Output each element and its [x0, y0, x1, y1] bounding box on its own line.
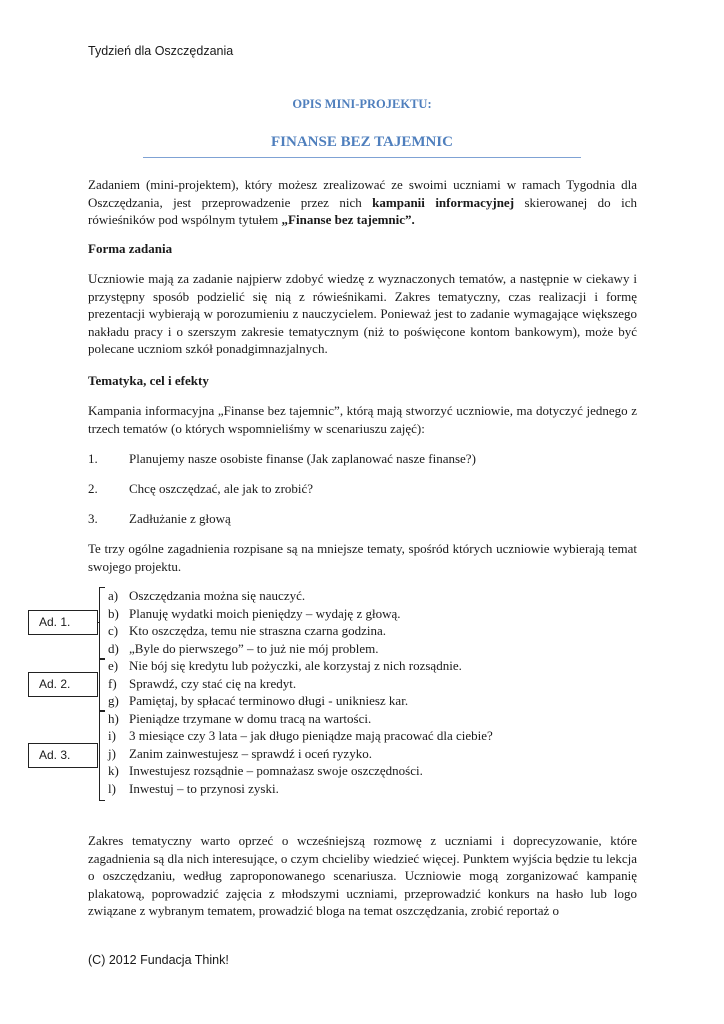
group-bracket-3: [99, 711, 105, 801]
intro-text-1: Zadaniem (mini-projektem), który możesz zrealizować ze swoimi uczniami w ramach Tygodnia dla Oszczędzania, jest przeprowadzenie przez nich: [88, 177, 637, 210]
page-footer: (C) 2012 Fundacja Think!: [88, 953, 229, 967]
ad-label-2: Ad. 2.: [28, 672, 98, 697]
subtopic-item: a) Oszczędzania można się nauczyć.: [108, 588, 306, 603]
section-heading-tematyka: Tematyka, cel i efekty: [88, 373, 209, 388]
document-title: FINANSE BEZ TAJEMNIC: [271, 134, 453, 150]
document-subtitle: OPIS MINI-PROJEKTU:: [292, 97, 432, 111]
subtopic-item: c) Kto oszczędza, temu nie straszna czarna godzina.: [108, 623, 386, 638]
title-underline: [143, 157, 581, 158]
section-heading-forma: Forma zadania: [88, 241, 173, 256]
subtopic-item: j) Zanim zainwestujesz – sprawdź i oceń ryzyko.: [108, 745, 372, 761]
ad-label-3: Ad. 3.: [28, 743, 98, 768]
group-bracket-2: [99, 659, 105, 711]
subtopic-item: b) Planuję wydatki moich pieniędzy – wydaję z głową.: [108, 605, 401, 621]
subtopic-item: k) Inwestujesz rozsądnie – pomnażasz swoje oszczędności.: [108, 763, 423, 778]
forma-paragraph: Uczniowie mają za zadanie najpierw zdobyć wiedzę z wyznaczonych tematów, a następnie w ciekawy i przystępny sposób podzielić się nią z rówieśnikami. Zakres tematyczny, czas realizacji i formę prezentacji wybierają w porozumieniu z nauczycielem. Ponieważ jest to zadanie wymagające większego nakładu pracy i o szerszym zakresie tematycznym (niż to poświęcone kontom bankowym), może być polecane uczniom szkół ponadgimnazjalnych.: [88, 271, 637, 356]
closing-paragraph: Zakres tematyczny warto oprzeć o wcześniejszą rozmowę z uczniami i doprecyzowanie, które zagadnienia są dla nich interesujące, o czym chcieliby wiedzieć więcej. Punktem wyjścia będzie tu lekcja o oszczędzaniu, według zaproponowanego scenariusza. Uczniowie mogą zorganizować kampanię plakatową, poprowadzić zajęcia z młodszymi uczniami, przeprowadzić konkurs na hasło lub logo związane z wybranym tematem, prowadzić bloga na temat oszczędzania, zrobić reportaż o: [88, 833, 637, 919]
subtopic-item: e) Nie bój się kredytu lub pożyczki, ale korzystaj z nich rozsądnie.: [108, 658, 462, 673]
subtopics-intro-paragraph: Te trzy ogólne zagadnienia rozpisane są na mniejsze tematy, spośród których uczniowie wybierają temat swojego projektu.: [88, 541, 637, 574]
connector-line: [98, 622, 100, 623]
group-bracket-1: [99, 587, 105, 659]
intro-bold-title: „Finanse bez tajemnic”.: [281, 212, 415, 227]
page-header: Tydzień dla Oszczędzania: [88, 44, 234, 58]
subtopic-item: i) 3 miesiące czy 3 lata – jak długo pieniądze mają pracować dla ciebie?: [108, 728, 493, 743]
subtopic-item: h) Pieniądze trzymane w domu tracą na wartości.: [108, 710, 372, 726]
intro-text-2: skierowanej do ich rówieśników pod wspólnym tytułem: [88, 194, 637, 227]
ad-label-1: Ad. 1.: [28, 610, 98, 635]
intro-bold-campaign: kampanii informacyjnej: [372, 194, 515, 210]
subtopic-item: g) Pamiętaj, by spłacać terminowo długi - unikniesz kar.: [108, 693, 409, 708]
subtopic-item: d) „Byle do pierwszego” – to już nie mój problem.: [108, 640, 379, 656]
subtopic-item: f) Sprawdź, czy stać cię na kredyt.: [108, 675, 297, 691]
intro-paragraph: [88, 176, 637, 229]
subtopic-item: l) Inwestuj – to przynosi zyski.: [108, 780, 279, 796]
tematyka-paragraph: Kampania informacyjna „Finanse bez tajemnic”, którą mają stworzyć uczniowie, ma dotyczyć jednego z trzech tematów (o których wspomnieliśmy w scenariuszu zajęć):: [88, 403, 637, 436]
